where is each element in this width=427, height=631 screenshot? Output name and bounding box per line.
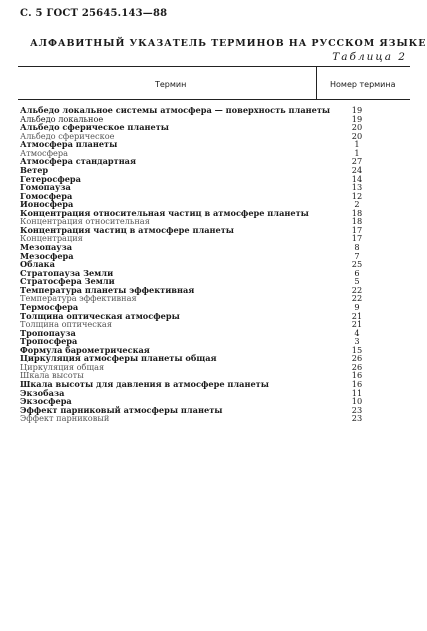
- term-number: 25: [351, 259, 363, 270]
- term-number: 23: [351, 404, 363, 415]
- term-number: 20: [351, 130, 363, 141]
- term-name: Альбедо сферическое: [20, 130, 115, 141]
- terms-table-body: [20, 106, 412, 423]
- term-name: Ветер: [20, 164, 49, 175]
- term-name: Циркуляция общая: [20, 361, 105, 372]
- document-title: АЛФАВИТНЫЙ УКАЗАТЕЛЬ ТЕРМИНОВ НА РУССКОМ ЯЗЫКЕ: [30, 38, 427, 49]
- term-name: Мезосфера: [20, 250, 74, 261]
- term-number: 1: [354, 147, 360, 158]
- term-number: 1: [354, 139, 360, 150]
- term-name: Температура эффективная: [20, 293, 137, 304]
- term-number: 17: [351, 233, 363, 244]
- term-number: 21: [351, 310, 363, 321]
- term-name: Шкала высоты: [20, 370, 84, 381]
- term-number: 9: [354, 301, 360, 312]
- term-name: Тропопауза: [20, 327, 76, 338]
- term-name: Концентрация частиц в атмосфере планеты: [20, 224, 235, 235]
- term-number: 22: [351, 284, 363, 295]
- table-row: [20, 414, 412, 423]
- table-header-rule: [18, 99, 410, 100]
- table-row: [20, 234, 412, 243]
- term-name: Облака: [20, 259, 55, 270]
- table-row: [20, 192, 412, 201]
- term-number: 26: [351, 361, 363, 372]
- term-name: Атмосфера стандартная: [20, 156, 137, 167]
- term-number: 15: [351, 344, 363, 355]
- column-divider: [316, 66, 317, 100]
- term-number: 19: [351, 113, 363, 124]
- term-number: 11: [351, 387, 363, 398]
- term-number: 27: [351, 156, 363, 167]
- term-number: 18: [351, 216, 363, 227]
- term-number: 19: [351, 105, 363, 115]
- term-name: Альбедо локальное системы атмосфера — поверхность планеты: [20, 105, 331, 115]
- term-name: Термосфера: [20, 301, 79, 312]
- term-number: 23: [351, 413, 363, 424]
- column-header-term: Термин: [155, 80, 187, 89]
- term-number: 18: [351, 207, 363, 218]
- term-name: Эффект парниковый атмосферы планеты: [20, 404, 223, 415]
- term-number: 20: [351, 122, 363, 133]
- term-name: Толщина оптическая атмосферы: [20, 310, 180, 321]
- term-number: 10: [351, 396, 363, 407]
- table-label: Таблица 2: [332, 51, 407, 63]
- term-number: 13: [351, 182, 363, 193]
- term-name: Стратопауза Земли: [20, 267, 114, 278]
- term-number: 16: [351, 370, 363, 381]
- term-name: Температура планеты эффективная: [20, 284, 195, 295]
- table-row: [20, 320, 412, 329]
- term-name: Гомосфера: [20, 190, 73, 201]
- term-name: Концентрация относительная: [20, 216, 150, 227]
- term-name: Тропосфера: [20, 336, 78, 347]
- term-name: Альбедо сферическое планеты: [20, 122, 169, 133]
- term-name: Концентрация: [20, 233, 83, 244]
- term-name: Экзобаза: [20, 387, 65, 398]
- term-number: 16: [351, 379, 363, 389]
- term-name: Атмосфера: [20, 147, 68, 158]
- table-row: [20, 329, 412, 338]
- column-header-number: Номер термина: [330, 80, 396, 89]
- term-number: 22: [351, 293, 363, 304]
- term-number: 26: [351, 353, 363, 364]
- term-number: 4: [354, 327, 360, 338]
- table-row: [20, 140, 412, 149]
- table-row: [20, 294, 412, 303]
- term-number: 17: [351, 224, 363, 235]
- term-name: Толщина оптическая: [20, 319, 112, 330]
- term-number: 12: [351, 190, 363, 201]
- term-name: Гомопауза: [20, 182, 71, 193]
- page-header: С. 5 ГОСТ 25645.143—88: [20, 8, 168, 19]
- term-number: 8: [354, 242, 360, 252]
- term-number: 5: [354, 276, 360, 287]
- term-number: 14: [351, 173, 363, 184]
- term-name: Экзосфера: [20, 396, 72, 407]
- term-name: Атмосфера планеты: [20, 139, 118, 150]
- term-number: 7: [354, 250, 360, 261]
- term-name: Эффект парниковый: [20, 413, 110, 424]
- term-name: Ионосфера: [20, 199, 74, 210]
- term-name: Альбедо локальное: [20, 113, 104, 124]
- term-number: 6: [354, 267, 360, 278]
- term-number: 21: [351, 319, 363, 330]
- term-number: 24: [351, 164, 363, 175]
- term-number: 3: [354, 336, 360, 347]
- table-row: [20, 243, 412, 252]
- term-name: Формула барометрическая: [20, 344, 150, 355]
- term-name: Гетеросфера: [20, 173, 81, 184]
- term-name: Циркуляция атмосферы планеты общая: [20, 353, 217, 364]
- term-name: Мезопауза: [20, 242, 73, 252]
- term-number: 2: [354, 199, 360, 210]
- table-top-rule: [18, 66, 410, 67]
- term-name: Шкала высоты для давления в атмосфере планеты: [20, 379, 269, 389]
- term-name: Стратосфера Земли: [20, 276, 115, 287]
- term-name: Концентрация относительная частиц в атмосфере планеты: [20, 207, 309, 218]
